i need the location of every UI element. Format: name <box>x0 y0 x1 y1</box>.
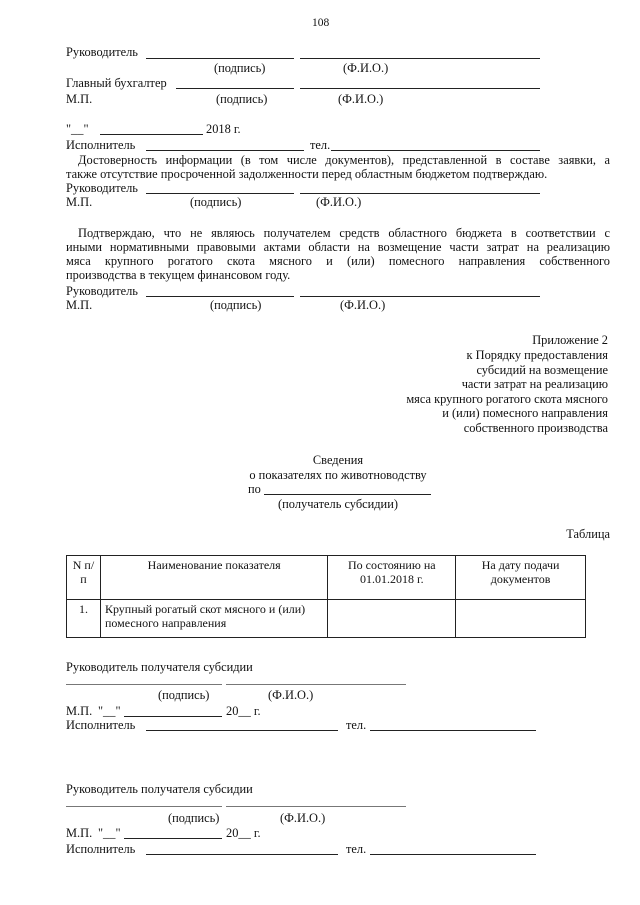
row-value-submission-date <box>456 600 586 638</box>
accountant-label: Главный бухгалтер <box>66 76 167 90</box>
footer2-stamp-label: М.П. <box>66 826 93 840</box>
footer2-phone-line <box>370 854 536 855</box>
info-title: Сведения <box>312 453 364 467</box>
confirm-signature-caption: (подпись) <box>210 298 262 312</box>
footer2-head-label: Руководитель получателя субсидии <box>66 782 253 796</box>
row-number: 1. <box>67 600 101 638</box>
footer2-phone-label: тел. <box>346 842 367 856</box>
name-caption: (Ф.И.О.) <box>343 61 389 75</box>
appendix-line-1: Приложение 2 <box>532 333 608 347</box>
col-header-number: N п/п <box>67 556 101 600</box>
confirm-stamp-label: М.П. <box>66 298 93 312</box>
confirm-name-line <box>300 296 540 297</box>
footer1-signature-caption: (подпись) <box>158 688 210 702</box>
reliability-line-2: также отсутствие просроченной задолженности перед областным бюджетом подтверждаю. <box>66 167 548 181</box>
appendix-line-2: к Порядку предоставления <box>466 348 608 362</box>
table-row <box>67 600 586 638</box>
info-subtitle: о показателях по животноводству <box>249 468 427 482</box>
stamp-label: М.П. <box>66 92 93 106</box>
appendix-line-3: субсидий на возмещение <box>476 363 608 377</box>
footer2-executor-label: Исполнитель <box>66 842 136 856</box>
row-value-as-of <box>328 600 456 638</box>
footer1-date-quote: "__" <box>98 704 121 718</box>
col-header-submission-date: На дату подачи документов <box>456 556 586 600</box>
date-line <box>100 134 203 135</box>
footer1-name-caption: (Ф.И.О.) <box>268 688 314 702</box>
signature-line <box>146 58 294 59</box>
confirm-line-2: иными нормативными правовыми актами области на возмещение части затрат на реализацию <box>66 240 610 254</box>
recipient-line <box>264 494 431 495</box>
footer1-stamp-label: М.П. <box>66 704 93 718</box>
footer1-executor-line <box>146 730 338 731</box>
name-line <box>300 58 540 59</box>
stamp-name-caption: (Ф.И.О.) <box>338 92 384 106</box>
reliability-signature-line <box>146 193 294 194</box>
confirm-line-4: производства в текущем финансовом году. <box>66 268 291 282</box>
footer2-year: 20__ г. <box>226 826 261 840</box>
appendix-line-7: собственного производства <box>463 421 608 435</box>
accountant-signature-line <box>176 88 294 89</box>
footer2-signature-caption: (подпись) <box>168 811 220 825</box>
head-label: Руководитель <box>66 45 138 59</box>
executor-line <box>146 150 304 151</box>
executor-label: Исполнитель <box>66 138 136 152</box>
table-header-row <box>67 556 586 600</box>
date-year: 2018 г. <box>206 122 241 136</box>
confirm-line-3: мяса крупного рогатого скота мясного и (или) помесного направления собственного <box>66 254 610 268</box>
footer2-executor-line <box>146 854 338 855</box>
confirm-head-label: Руководитель <box>66 284 138 298</box>
col-header-name: Наименование показателя <box>100 556 327 600</box>
recipient-prefix: по <box>248 482 261 496</box>
appendix-line-6: и (или) помесного направления <box>442 406 608 420</box>
footer1-date-line <box>124 716 222 717</box>
page-number: 108 <box>312 17 330 29</box>
phone-label: тел. <box>310 138 331 152</box>
stamp-signature-caption: (подпись) <box>216 92 268 106</box>
appendix-line-4: части затрат на реализацию <box>461 377 608 391</box>
reliability-stamp-label: М.П. <box>66 195 93 209</box>
footer1-phone-label: тел. <box>346 718 367 732</box>
footer2-date-line <box>124 838 222 839</box>
row-name: Крупный рогатый скот мясного и (или) помесного направления <box>100 600 327 638</box>
footer1-year: 20__ г. <box>226 704 261 718</box>
reliability-head-label: Руководитель <box>66 181 138 195</box>
table-label: Таблица <box>566 527 610 541</box>
footer2-signature-line <box>66 806 222 807</box>
footer1-signature-line <box>66 684 222 685</box>
reliability-name-line <box>300 193 540 194</box>
confirm-name-caption: (Ф.И.О.) <box>340 298 386 312</box>
footer1-name-line <box>226 684 406 685</box>
accountant-name-line <box>300 88 540 89</box>
date-quote: "__" <box>66 122 89 136</box>
reliability-line-1: Достоверность информации (в том числе документов), представленной в составе заявки, а <box>78 153 610 167</box>
footer2-name-caption: (Ф.И.О.) <box>280 811 326 825</box>
appendix-line-5: мяса крупного рогатого скота мясного <box>406 392 608 406</box>
footer1-head-label: Руководитель получателя субсидии <box>66 660 253 674</box>
footer2-name-line <box>226 806 406 807</box>
confirm-line-1: Подтверждаю, что не являюсь получателем средств областного бюджета в соответствии с <box>78 226 610 240</box>
reliability-signature-caption: (подпись) <box>190 195 242 209</box>
signature-caption: (подпись) <box>214 61 266 75</box>
indicators-table <box>66 555 586 638</box>
footer1-phone-line <box>370 730 536 731</box>
recipient-caption: (получатель субсидии) <box>278 497 398 511</box>
reliability-name-caption: (Ф.И.О.) <box>316 195 362 209</box>
col-header-as-of: По состоянию на 01.01.2018 г. <box>328 556 456 600</box>
footer1-executor-label: Исполнитель <box>66 718 136 732</box>
footer2-date-quote: "__" <box>98 826 121 840</box>
phone-line <box>331 150 540 151</box>
confirm-signature-line <box>146 296 294 297</box>
